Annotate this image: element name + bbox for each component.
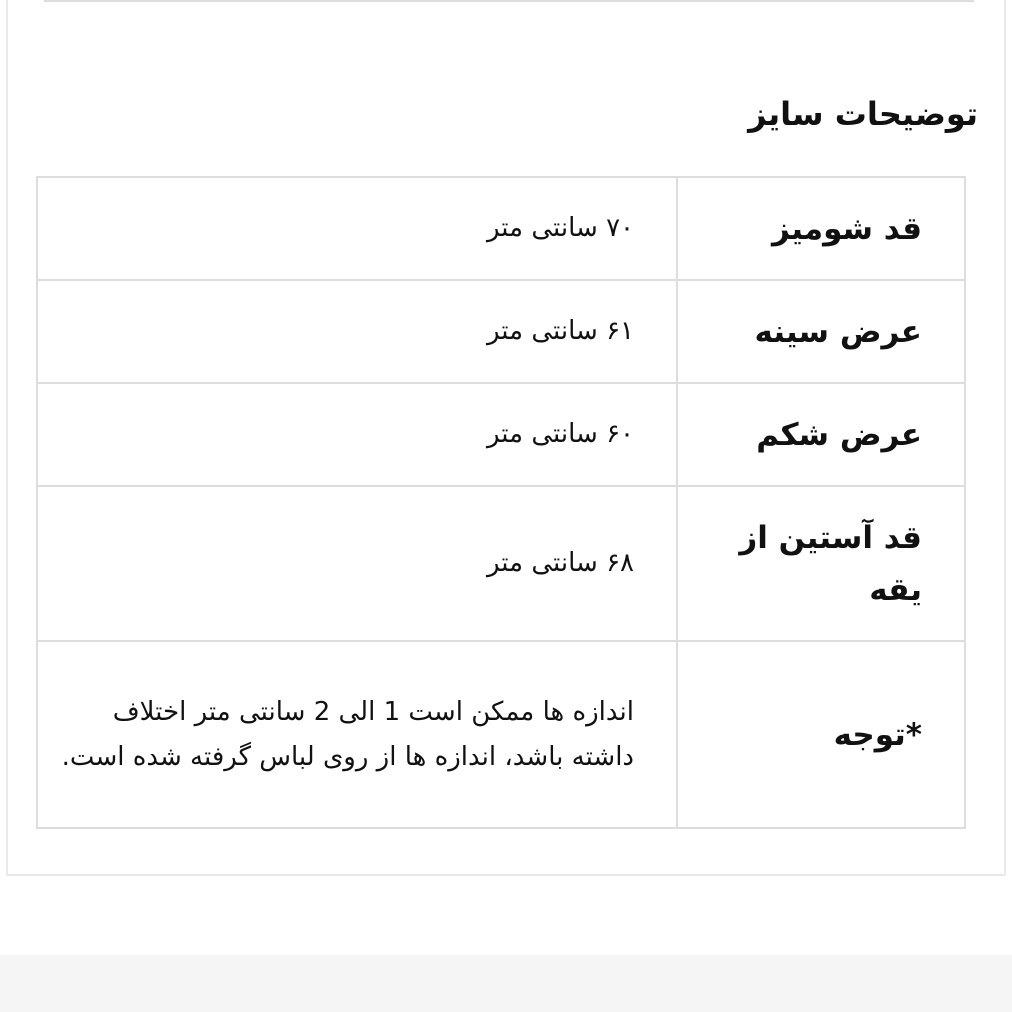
table-row xyxy=(37,641,965,828)
size-label-shirt-length: قد شومیز xyxy=(677,177,965,280)
table-row xyxy=(37,486,965,641)
table-row xyxy=(37,383,965,486)
size-value-shirt-length: ۷۰ سانتی متر xyxy=(37,177,677,280)
size-label-chest-width: عرض سینه xyxy=(677,280,965,383)
table-row xyxy=(37,177,965,280)
size-value-chest-width: ۶۱ سانتی متر xyxy=(37,280,677,383)
previous-table-bottom xyxy=(44,0,974,2)
size-value-note: اندازه ها ممکن است 1 الی 2 سانتی متر اختلاف داشته باشد، اندازه ها از روی لباس گرفته شده است. xyxy=(37,641,677,828)
size-description-title: توضیحات سایز xyxy=(748,95,978,133)
footer-band xyxy=(0,955,1012,1012)
size-label-waist-width: عرض شکم xyxy=(677,383,965,486)
table-row xyxy=(37,280,965,383)
size-value-waist-width: ۶۰ سانتی متر xyxy=(37,383,677,486)
size-value-sleeve-length: ۶۸ سانتی متر xyxy=(37,486,677,641)
size-table xyxy=(36,176,966,829)
size-label-sleeve-length: قد آستین از یقه xyxy=(677,486,965,641)
size-label-note: *توجه xyxy=(677,641,965,828)
previous-table-divider xyxy=(695,0,697,2)
